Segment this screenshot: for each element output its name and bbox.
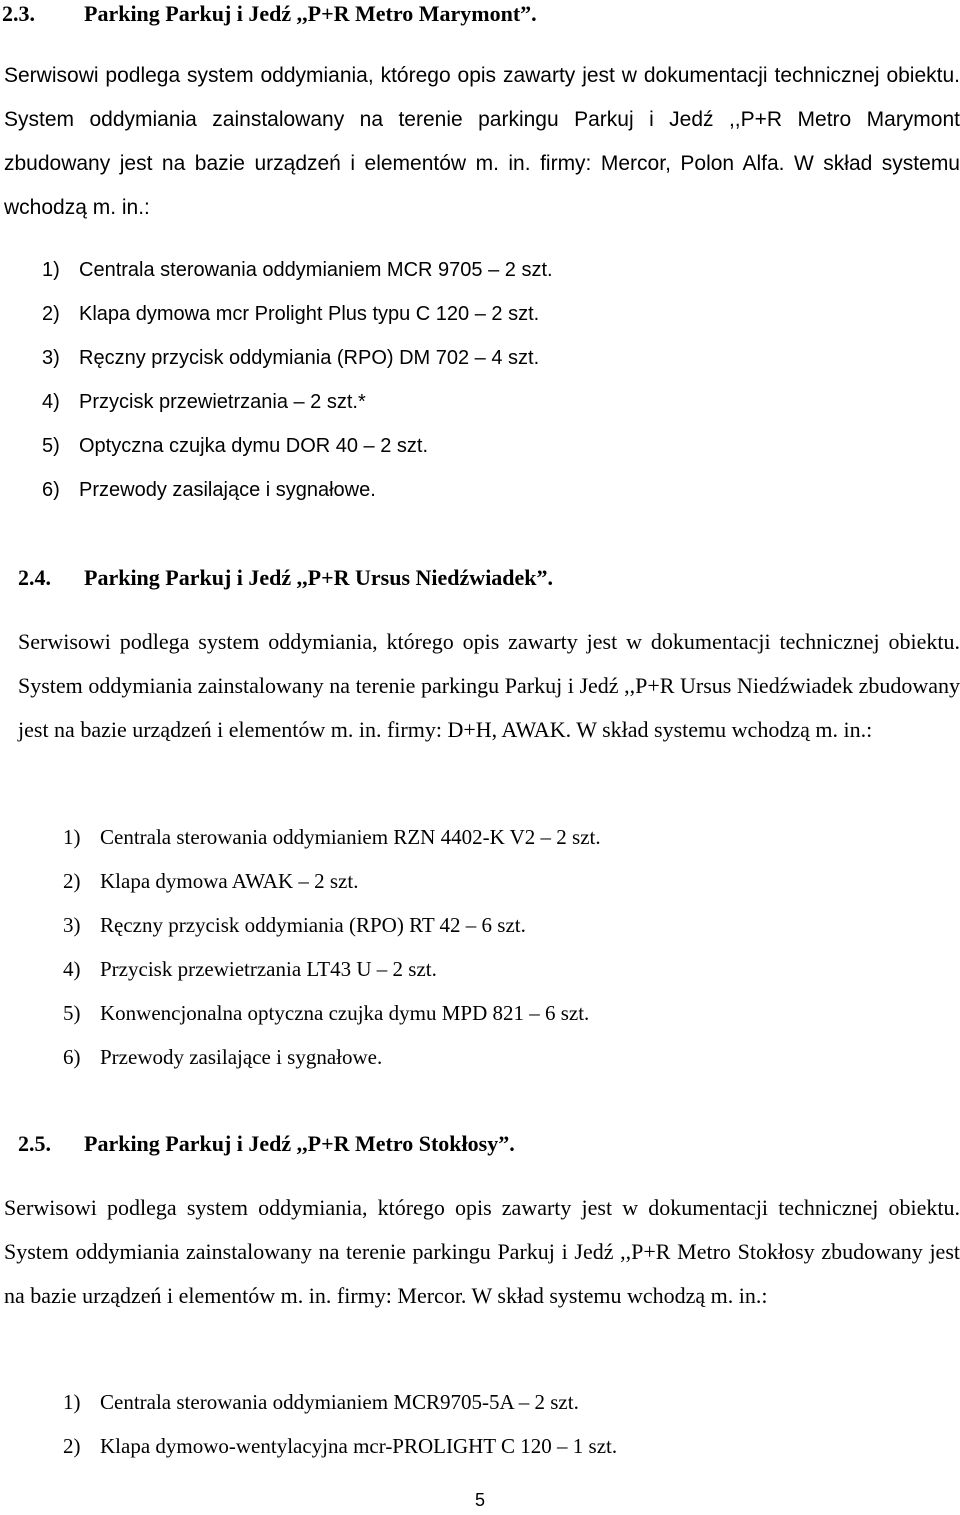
list-item: [63, 947, 601, 991]
list-item-text: Klapa dymowa AWAK – 2 szt.: [100, 869, 359, 893]
section-number: 2.5.: [18, 1131, 51, 1156]
list-item-text: Konwencjonalna optyczna czujka dymu MPD 821 – 6 szt.: [100, 1001, 590, 1025]
section-number: 2.3.: [2, 1, 35, 26]
list-item: [63, 903, 601, 947]
section-number: 2.4.: [18, 565, 51, 590]
list-item: [42, 248, 553, 292]
list-item-number: 5): [63, 1001, 81, 1025]
list-item-text: Ręczny przycisk oddymiania (RPO) RT 42 – 6 szt.: [100, 913, 526, 937]
section-title: Parking Parkuj i Jedź ,,P+R Ursus Niedźwiadek”.: [84, 565, 554, 590]
page-number: 5: [474, 1490, 485, 1510]
list-item-number: 3): [42, 347, 60, 369]
section-title: Parking Parkuj i Jedź ,,P+R Metro Marymont”.: [84, 1, 537, 26]
list-item-number: 3): [63, 913, 81, 937]
list-item-number: 1): [63, 825, 81, 849]
list-item-text: Centrala sterowania oddymianiem RZN 4402-K V2 – 2 szt.: [100, 825, 601, 849]
section-heading-2-3: [2, 1, 537, 27]
list-item: [42, 424, 553, 468]
list-item-number: 2): [63, 1434, 81, 1458]
list-item-number: 4): [63, 957, 81, 981]
list-item-text: Przewody zasilające i sygnałowe.: [100, 1045, 383, 1069]
list-item: [42, 380, 553, 424]
list-item: [63, 1424, 617, 1468]
list-item-text: Przycisk przewietrzania LT43 U – 2 szt.: [100, 957, 437, 981]
list-item-text: Klapa dymowo-wentylacyjna mcr-PROLIGHT C 120 – 1 szt.: [100, 1434, 618, 1458]
list-item-number: 2): [63, 869, 81, 893]
section-paragraph-2-5: Serwisowi podlega system oddymiania, którego opis zawarty jest w dokumentacji technicznej obiektu. System oddymiania zainstalowany na terenie parkingu Parkuj i Jedź ,,P+R Metro Stokłosy zbudowany jest na bazie urządzeń i elementów m. in. firmy: Mercor. W skład systemu wchodzą m. in.:: [4, 1195, 960, 1308]
list-item-number: 2): [42, 303, 60, 325]
list-item-text: Klapa dymowa mcr Prolight Plus typu C 120 – 2 szt.: [79, 303, 540, 325]
equipment-list-2-5: [63, 1380, 617, 1468]
list-item-number: 1): [42, 259, 60, 281]
list-item: [63, 1035, 601, 1079]
list-item: [42, 292, 553, 336]
section-heading-2-5: [18, 1131, 515, 1157]
list-item-number: 6): [42, 479, 60, 501]
list-item-number: 5): [42, 435, 60, 457]
list-item-text: Centrala sterowania oddymianiem MCR9705-5A – 2 szt.: [100, 1390, 579, 1414]
section-paragraph-2-3: Serwisowi podlega system oddymiania, którego opis zawarty jest w dokumentacji technicznej obiektu. System oddymiania zainstalowany na terenie parkingu Parkuj i Jedź ,,P+R Metro Marymont zbudowany jest na bazie urządzeń i elementów m. in. firmy: Mercor, Polon Alfa. W skład systemu wchodzą m. in.:: [4, 64, 960, 219]
list-item: [42, 336, 553, 380]
list-item: [42, 468, 553, 512]
list-item-text: Optyczna czujka dymu DOR 40 – 2 szt.: [79, 435, 429, 457]
section-heading-2-4: [18, 565, 553, 591]
list-item: [63, 1380, 617, 1424]
list-item-text: Przewody zasilające i sygnałowe.: [79, 479, 376, 501]
list-item-text: Ręczny przycisk oddymiania (RPO) DM 702 – 4 szt.: [79, 347, 540, 369]
list-item-number: 1): [63, 1390, 81, 1414]
section-title: Parking Parkuj i Jedź ,,P+R Metro Stokłosy”.: [84, 1131, 515, 1156]
list-item: [63, 815, 601, 859]
list-item-number: 6): [63, 1045, 81, 1069]
equipment-list-2-4: [63, 815, 601, 1079]
list-item: [63, 859, 601, 903]
list-item: [63, 991, 601, 1035]
equipment-list-2-3: [42, 248, 553, 512]
list-item-text: Centrala sterowania oddymianiem MCR 9705 – 2 szt.: [79, 259, 553, 281]
section-paragraph-2-4: Serwisowi podlega system oddymiania, którego opis zawarty jest w dokumentacji technicznej obiektu. System oddymiania zainstalowany na terenie parkingu Parkuj i Jedź ,,P+R Ursus Niedźwiadek zbudowany jest na bazie urządzeń i elementów m. in. firmy: D+H, AWAK. W skład systemu wchodzą m. in.:: [18, 629, 960, 742]
list-item-number: 4): [42, 391, 60, 413]
list-item-text: Przycisk przewietrzania – 2 szt.*: [79, 391, 366, 413]
